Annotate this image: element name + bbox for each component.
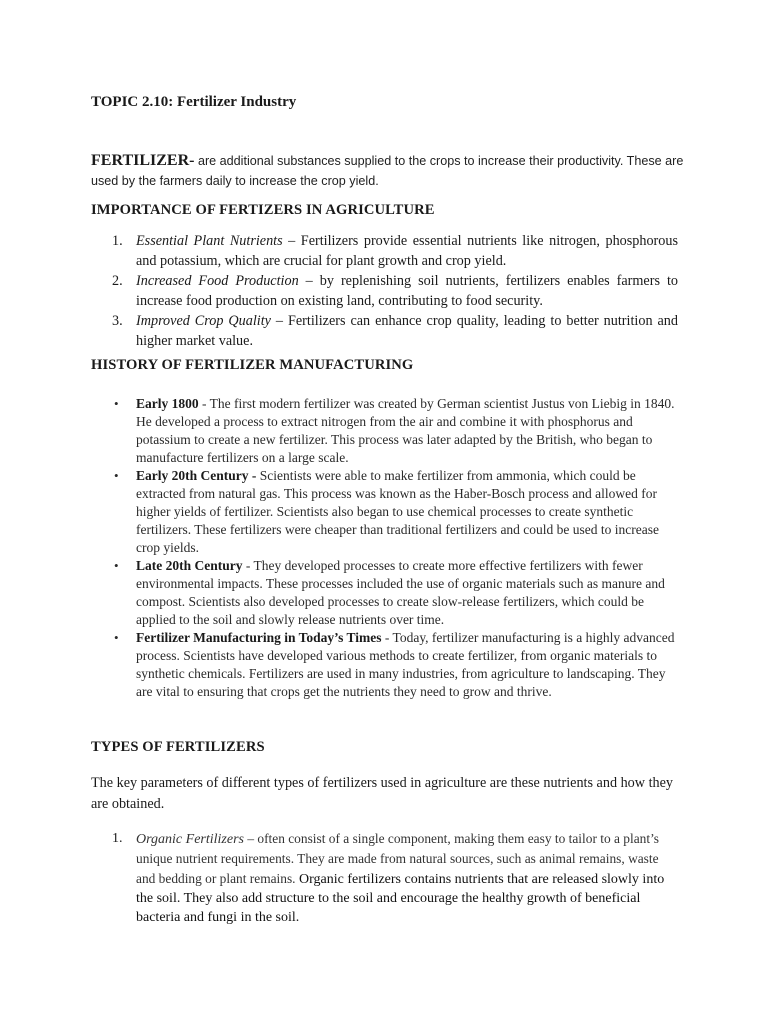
list-number: 2. [112, 273, 123, 289]
item-label: Late 20th Century [136, 558, 243, 573]
bullet-icon: • [114, 630, 119, 645]
history-list [113, 395, 679, 701]
item-text: – Fertilizers provide essential nutrients like nitrogen, phosphorous and potassium, which are crucial for plant growth and crop yield. [136, 233, 678, 269]
item-text: Scientists were able to make fertilizer from ammonia, which could be extracted from natural gas. This process was known as the Haber-Bosch process and allowed for higher yields of fertilizer. Scientists also began to use chemical processes to create synthetic fertilizers. These fertilizers were cheaper than traditional fertilizers and could be used to increase crop yields. [136, 468, 660, 555]
list-item [113, 467, 679, 557]
history-heading: HISTORY OF FERTILIZER MANUFACTURING [91, 357, 414, 373]
page-title: TOPIC 2.10: Fertilizer Industry [91, 94, 297, 110]
item-label: Early 1800 [136, 396, 199, 411]
list-number: 1. [112, 831, 123, 846]
item-label: Fertilizer Manufacturing in Today’s Times [136, 630, 382, 645]
fertilizer-definition: are additional substances supplied to the crops to increase their productivity. These are used by the farmers daily to increase the crop yield. [91, 154, 684, 188]
importance-list [112, 231, 678, 351]
list-number: 3. [112, 313, 123, 329]
item-text: - Today, fertilizer manufacturing is a highly advanced process. Scientists have developed various methods to create fertilizer, from organic materials to synthetic chemicals. Fertilizers are used in many industries, from agriculture to landscaping. They are vital to ensuring that crops get the nutrients they need to grow and thrive. [136, 630, 675, 699]
list-item [113, 629, 679, 701]
item-label: Increased Food Production [136, 273, 299, 289]
item-text: - They developed processes to create more effective fertilizers with fewer environmental impacts. These processes included the use of organic materials such as manure and compost. Scientists also developed processes to create slow-release fertilizers, which could be applied to the soil and slowly release nutrients over time. [136, 558, 665, 627]
bullet-icon: • [114, 558, 119, 573]
item-label: Essential Plant Nutrients [136, 233, 283, 249]
item-text-continued: Organic fertilizers contains nutrients that are released slowly into the soil. They also add structure to the soil and encourage the healthy growth of beneficial bacteria and fungi in the soil. [136, 872, 665, 925]
types-intro: The key parameters of different types of fertilizers used in agriculture are these nutrients and how they are obtained. [91, 775, 673, 812]
bullet-icon: • [114, 468, 119, 483]
fertilizer-term: FERTILIZER- [91, 152, 195, 169]
fertilizer-definition-paragraph [91, 151, 691, 191]
item-text: – often consist of a single component, making them easy to tailor to a plant’s unique nutrient requirements. They are made from natural sources, such as animal remains, waste and bedding or plant remains. [136, 831, 660, 886]
types-list [112, 829, 678, 927]
list-number: 1. [112, 233, 123, 249]
item-label: Early 20th Century - [136, 468, 257, 483]
types-heading: TYPES OF FERTILIZERS [91, 739, 265, 755]
item-text: – Fertilizers can enhance crop quality, leading to better nutrition and higher market value. [136, 313, 678, 349]
list-item [113, 395, 679, 467]
item-label: Improved Crop Quality [136, 313, 271, 329]
list-item [112, 829, 678, 927]
list-item [112, 311, 678, 351]
list-item [112, 231, 678, 271]
list-item [113, 557, 679, 629]
item-text: - The first modern fertilizer was created by German scientist Justus von Liebig in 1840. He developed a process to extract nitrogen from the air and combine it with phosphorus and potassium to create a new fertilizer. This process was later adapted by the British, who began to manufacture fertilizers on a large scale. [136, 396, 675, 465]
importance-heading: IMPORTANCE OF FERTIZERS IN AGRICULTURE [91, 202, 435, 218]
item-label: Organic Fertilizers [136, 832, 244, 847]
bullet-icon: • [114, 396, 119, 411]
list-item [112, 271, 678, 311]
item-text: – by replenishing soil nutrients, fertilizers enables farmers to increase food production on existing land, contributing to food security. [136, 273, 678, 309]
